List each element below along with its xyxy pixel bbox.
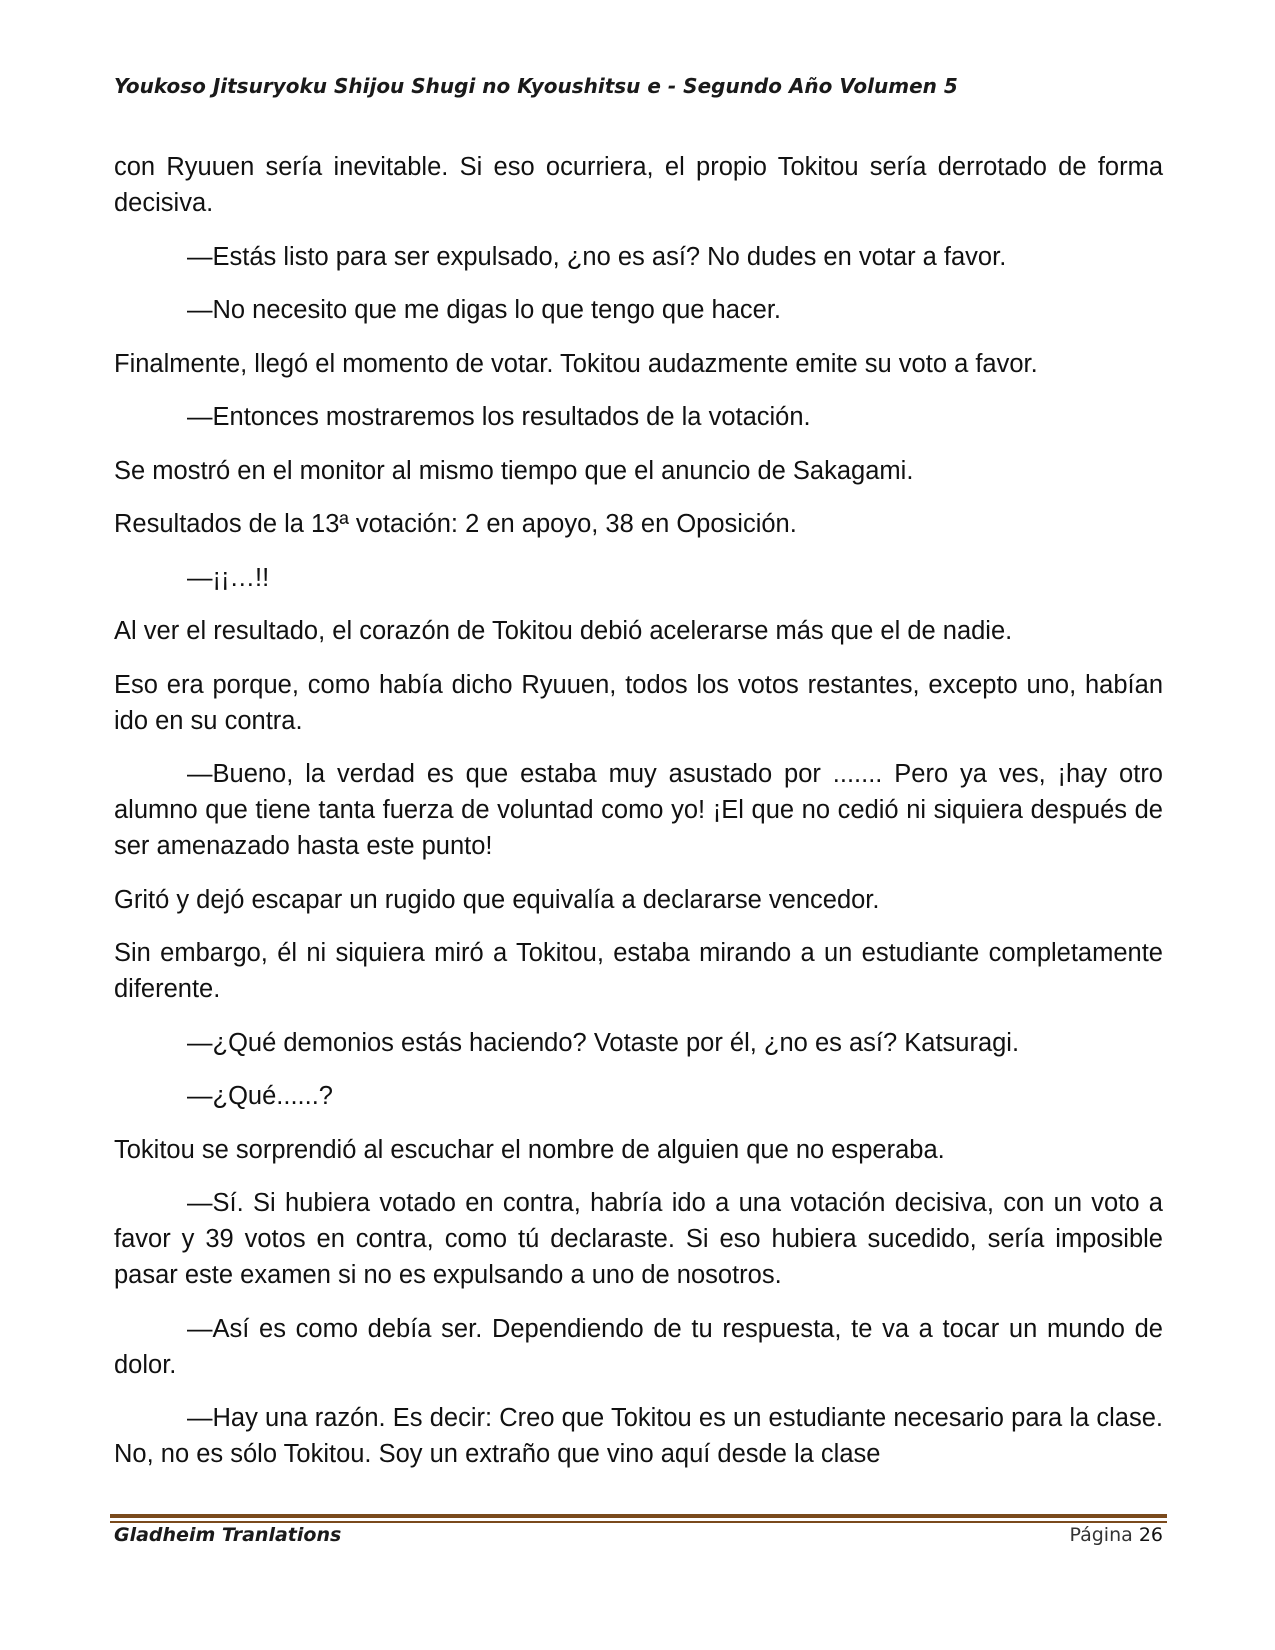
paragraph: Gritó y dejó escapar un rugido que equivalía a declararse vencedor.	[114, 885, 880, 914]
dialogue-paragraph: —¿Qué......?	[187, 1082, 333, 1110]
paragraph: Se mostró en el monitor al mismo tiempo que el anuncio de Sakagami.	[114, 456, 914, 485]
page-number-block	[1069, 1524, 1163, 1546]
paragraph: Eso era porque, como había dicho Ryuuen, todos los votos restantes, excepto uno, habían ido en su contra.	[114, 670, 1163, 735]
paragraph: Al ver el resultado, el corazón de Tokitou debió acelerarse más que el de nadie.	[114, 617, 1013, 645]
dialogue-paragraph: —Hay una razón. Es decir: Creo que Tokitou es un estudiante necesario para la clase. No, no es sólo Tokitou. Soy un extraño que vino aquí desde la clase	[114, 1404, 1163, 1468]
footer-rule-thin	[110, 1521, 1167, 1523]
dialogue-paragraph: —Estás listo para ser expulsado, ¿no es así? No dudes en votar a favor.	[187, 242, 1007, 271]
paragraph: Sin embargo, él ni siquiera miró a Tokitou, estaba mirando a un estudiante completamente diferente.	[114, 939, 1163, 1003]
footer-rule-thick	[110, 1514, 1167, 1518]
page-label: Página	[1069, 1524, 1133, 1546]
paragraph: con Ryuuen sería inevitable. Si eso ocurriera, el propio Tokitou sería derrotado de forma decisiva.	[114, 153, 1163, 217]
dialogue-paragraph: —Así es como debía ser. Dependiendo de tu respuesta, te va a tocar un mundo de dolor.	[114, 1314, 1163, 1379]
paragraph: Tokitou se sorprendió al escuchar el nombre de alguien que no esperaba.	[114, 1135, 945, 1164]
dialogue-paragraph: —Bueno, la verdad es que estaba muy asustado por ....... Pero ya ves, ¡hay otro alumno que tiene tanta fuerza de voluntad como yo! ¡El que no cedió ni siquiera después de ser amenazado hasta este punto!	[114, 760, 1163, 860]
dialogue-paragraph: —Sí. Si hubiera votado en contra, habría ido a una votación decisiva, con un voto a favor y 39 votos en contra, como tú declaraste. Si eso hubiera sucedido, sería imposible pasar este examen si no es expulsando a uno de nosotros.	[114, 1189, 1163, 1289]
page-number: 26	[1138, 1524, 1163, 1546]
paragraph: Finalmente, llegó el momento de votar. Tokitou audazmente emite su voto a favor.	[114, 349, 1038, 378]
dialogue-paragraph: —No necesito que me digas lo que tengo que hacer.	[187, 296, 781, 324]
dialogue-paragraph: —¿Qué demonios estás haciendo? Votaste por él, ¿no es así? Katsuragi.	[187, 1028, 1020, 1057]
page-body	[114, 149, 1163, 1472]
dialogue-paragraph: —¡¡…!!	[187, 563, 270, 592]
footer-credit: Gladheim Tranlations	[114, 1524, 342, 1546]
running-header: Youkoso Jitsuryoku Shijou Shugi no Kyoushitsu e - Segundo Año Volumen 5	[114, 74, 958, 98]
paragraph: Resultados de la 13ª votación: 2 en apoyo, 38 en Oposición.	[114, 510, 797, 538]
dialogue-paragraph: —Entonces mostraremos los resultados de la votación.	[187, 403, 811, 431]
